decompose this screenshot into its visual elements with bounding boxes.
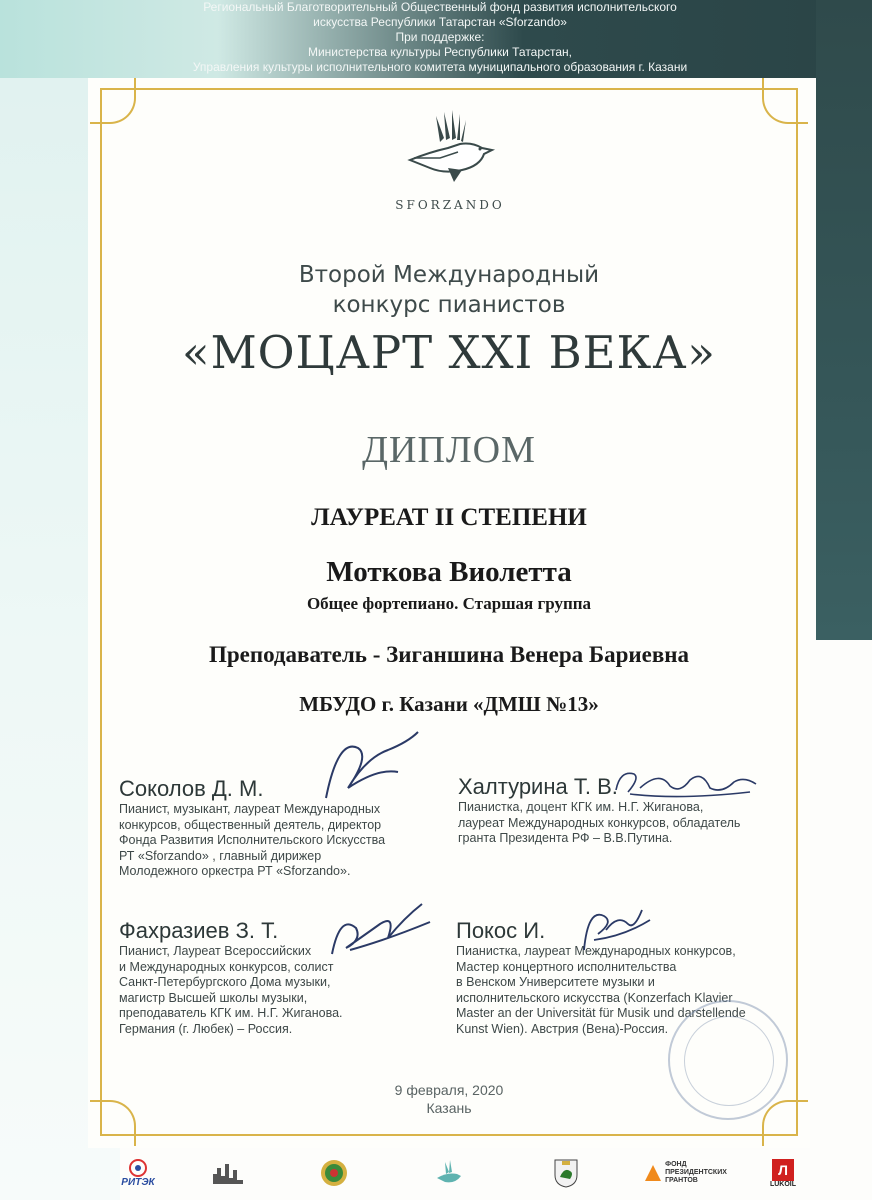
grants-logo-icon	[645, 1165, 661, 1181]
brand-name: SFORZANDO	[395, 198, 505, 212]
jury-desc-line: Master an der Universität für Musik und darstellende	[456, 1006, 746, 1020]
sponsor-sforzando	[428, 1156, 468, 1190]
signature-3	[326, 894, 436, 964]
jury-name: Халтурина Т. В.	[458, 774, 618, 799]
organizer-header	[120, 0, 760, 75]
ritek-logo-icon	[125, 1159, 151, 1177]
grants-label-line: ГРАНТОВ	[665, 1177, 698, 1184]
sponsor-ritek	[108, 1156, 168, 1190]
sponsor-tatarstan	[314, 1156, 354, 1190]
jury-desc-line: Kunst Wien). Австрия (Вена)-Россия.	[456, 1021, 669, 1036]
grants-label-line: ПРЕЗИДЕНТСКИХ	[665, 1169, 727, 1176]
student-name: Моткова Виолетта	[326, 556, 572, 588]
header-line-4: Министерства культуры Республики Татарстан,	[307, 45, 573, 59]
contest-line-2: конкурс пианистов	[332, 292, 566, 318]
sponsor-presidential-grants	[640, 1156, 732, 1190]
sponsor-lukoil	[768, 1156, 798, 1190]
jury-desc-line: исполнительского искусства (Konzerfach Klavier	[456, 990, 733, 1005]
tatarstan-emblem-icon	[319, 1158, 349, 1188]
jury-desc-line: в Венском Университете музыки и	[456, 975, 655, 989]
lukoil-label: LUKOIL	[769, 1180, 797, 1188]
jury-desc-line: и Международных конкурсов, солист	[119, 959, 334, 974]
contest-line-1: Второй Международный	[298, 262, 600, 288]
header-line-2: искусства Республики Татарстан «Sforzando»	[313, 15, 567, 29]
grants-label	[665, 1161, 727, 1185]
jury-desc-line: Пианист, Лауреат Всероссийских	[119, 944, 312, 958]
jury-desc-line: Фонда Развития Исполнительского Искусства	[119, 833, 386, 847]
jury-desc-line: Санкт-Петербургского Дома музыки,	[119, 975, 331, 989]
ritek-label: РИТЭК	[121, 1176, 155, 1188]
header-line-5: Управления культуры исполнительного комитета муниципального образования г. Казани	[192, 60, 688, 74]
jury-desc-line: преподаватель КГК им. Н.Г. Жиганова.	[119, 1006, 343, 1020]
contest-title: «МОЦАРТ XXI ВЕКА»	[182, 326, 716, 379]
bird-icon	[400, 108, 500, 188]
jury-desc-line: Пианистка, лауреат Международных конкурсов,	[456, 944, 736, 958]
jury-desc-line: Германия (г. Любек) – Россия.	[119, 1021, 293, 1036]
jury-desc-line: конкурсов, общественный деятель, директор	[119, 817, 382, 832]
jury-desc-line: РТ «Sforzando» , главный дирижер	[119, 848, 322, 863]
header-line-1: Региональный Благотворительный Общественный фонд развития исполнительского	[203, 0, 677, 14]
jury-name: Фахразиев З. Т.	[119, 918, 279, 943]
jury-desc-line: Пианист, музыкант, лауреат Международных	[119, 802, 381, 816]
jury-desc-line: Пианистка, доцент КГК им. Н.Г. Жиганова,	[458, 800, 704, 814]
student-category: Общее фортепиано. Старшая группа	[306, 594, 592, 613]
sponsor-logos	[88, 1148, 810, 1200]
jury-description	[119, 802, 419, 880]
sponsor-kazan	[546, 1156, 586, 1190]
jury-desc-line: лауреат Международных конкурсов, обладатель	[458, 815, 741, 830]
jury-desc-line: Молодежного оркестра РТ «Sforzando».	[119, 864, 351, 878]
grants-label-line: ФОНД	[665, 1161, 687, 1168]
jury-description	[458, 800, 778, 847]
jury-name: Покос И.	[456, 918, 546, 943]
background-right-panel	[816, 0, 872, 640]
sponsor-ministry	[208, 1156, 248, 1190]
award-degree: ЛАУРЕАТ II СТЕПЕНИ	[311, 504, 587, 531]
signature-2	[610, 764, 760, 804]
issue-date: 9 февраля, 2020	[394, 1082, 504, 1098]
kazan-coat-of-arms-icon	[552, 1157, 580, 1189]
header-line-3: При поддержке:	[395, 30, 485, 44]
signature-1	[318, 728, 428, 808]
city-skyline-icon	[211, 1160, 245, 1186]
diploma-heading: ДИПЛОМ	[362, 429, 536, 471]
jury-desc-line: Мастер концертного исполнительства	[456, 959, 677, 974]
signature-4	[574, 900, 654, 960]
sforzando-bird-icon	[433, 1158, 463, 1188]
issue-city: Казань	[426, 1100, 472, 1116]
school-name: МБУДО г. Казани «ДМШ №13»	[299, 692, 599, 716]
jury-desc-line: гранта Президента РФ – В.В.Путина.	[458, 831, 673, 845]
jury-name: Соколов Д. М.	[119, 776, 264, 801]
teacher-name: Преподаватель - Зиганшина Венера Бариевна	[208, 642, 690, 667]
lukoil-logo-icon: Л	[772, 1159, 794, 1181]
jury-desc-line: магистр Высшей школы музыки,	[119, 990, 308, 1005]
